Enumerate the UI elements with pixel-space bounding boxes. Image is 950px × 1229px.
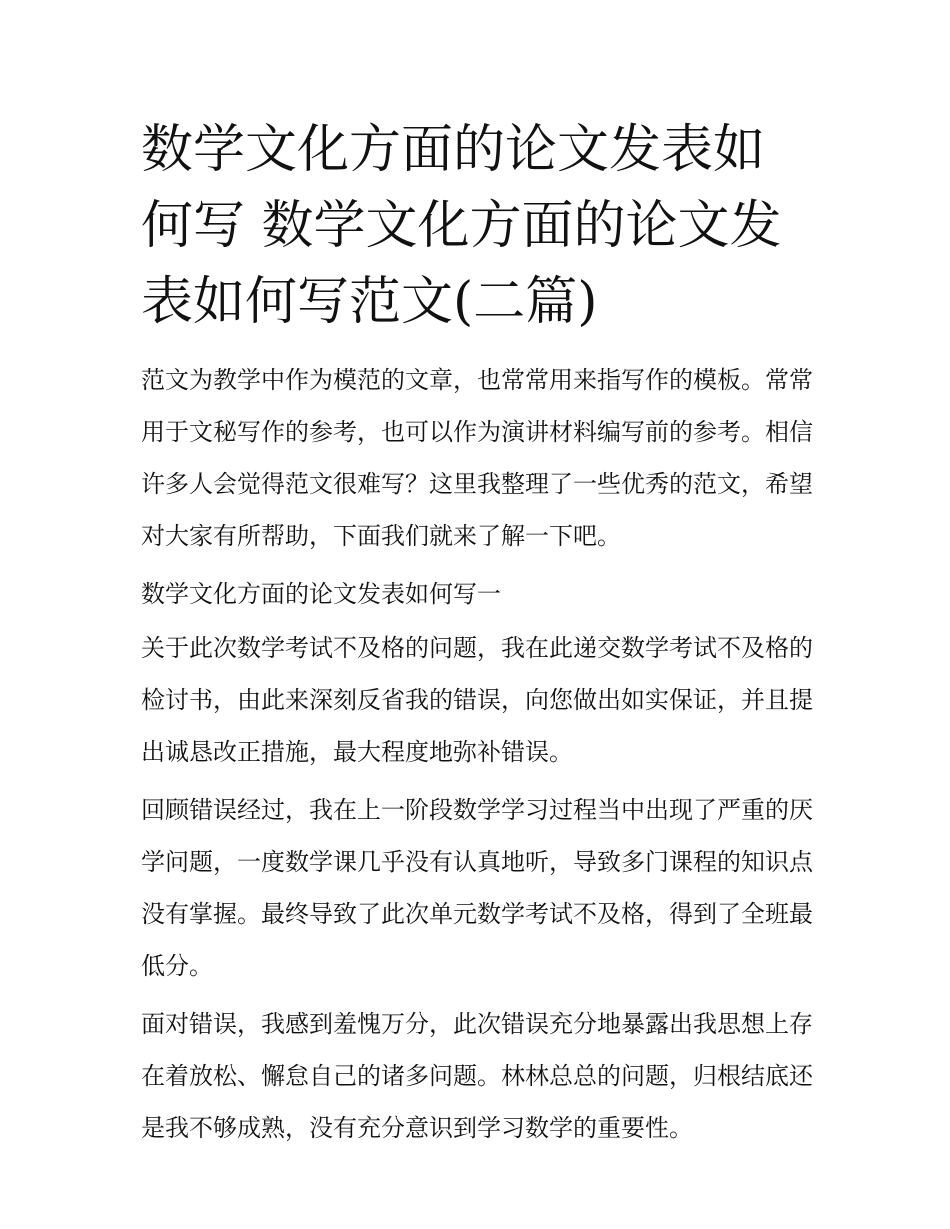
document-body	[141, 354, 813, 1154]
body-paragraph: 回顾错误经过，我在上一阶段数学学习过程当中出现了严重的厌学问题，一度数学课几乎没有认真地听，导致多门课程的知识点没有掌握。最终导致了此次单元数学考试不及格，得到了全班最低分。	[141, 796, 813, 980]
body-paragraph: 关于此次数学考试不及格的问题，我在此递交数学考试不及格的检讨书，由此来深刻反省我的错误，向您做出如实保证，并且提出诚恳改正措施，最大程度地弥补错误。	[141, 634, 813, 766]
section-heading: 数学文化方面的论文发表如何写一	[141, 580, 501, 608]
intro-paragraph: 范文为教学中作为模范的文章，也常常用来指写作的模板。常常用于文秘写作的参考，也可以作为演讲材料编写前的参考。相信许多人会觉得范文很难写？这里我整理了一些优秀的范文，希望对大家有所帮助，下面我们就来了解一下吧。	[141, 366, 813, 550]
body-paragraph: 面对错误，我感到羞愧万分，此次错误充分地暴露出我思想上存在着放松、懈怠自己的诸多问题。林林总总的问题，归根结底还是我不够成熟，没有充分意识到学习数学的重要性。	[141, 1010, 813, 1142]
document-title: 数学文化方面的论文发表如何写 数学文化方面的论文发表如何写范文(二篇)	[141, 120, 782, 332]
document-content	[141, 112, 813, 1160]
